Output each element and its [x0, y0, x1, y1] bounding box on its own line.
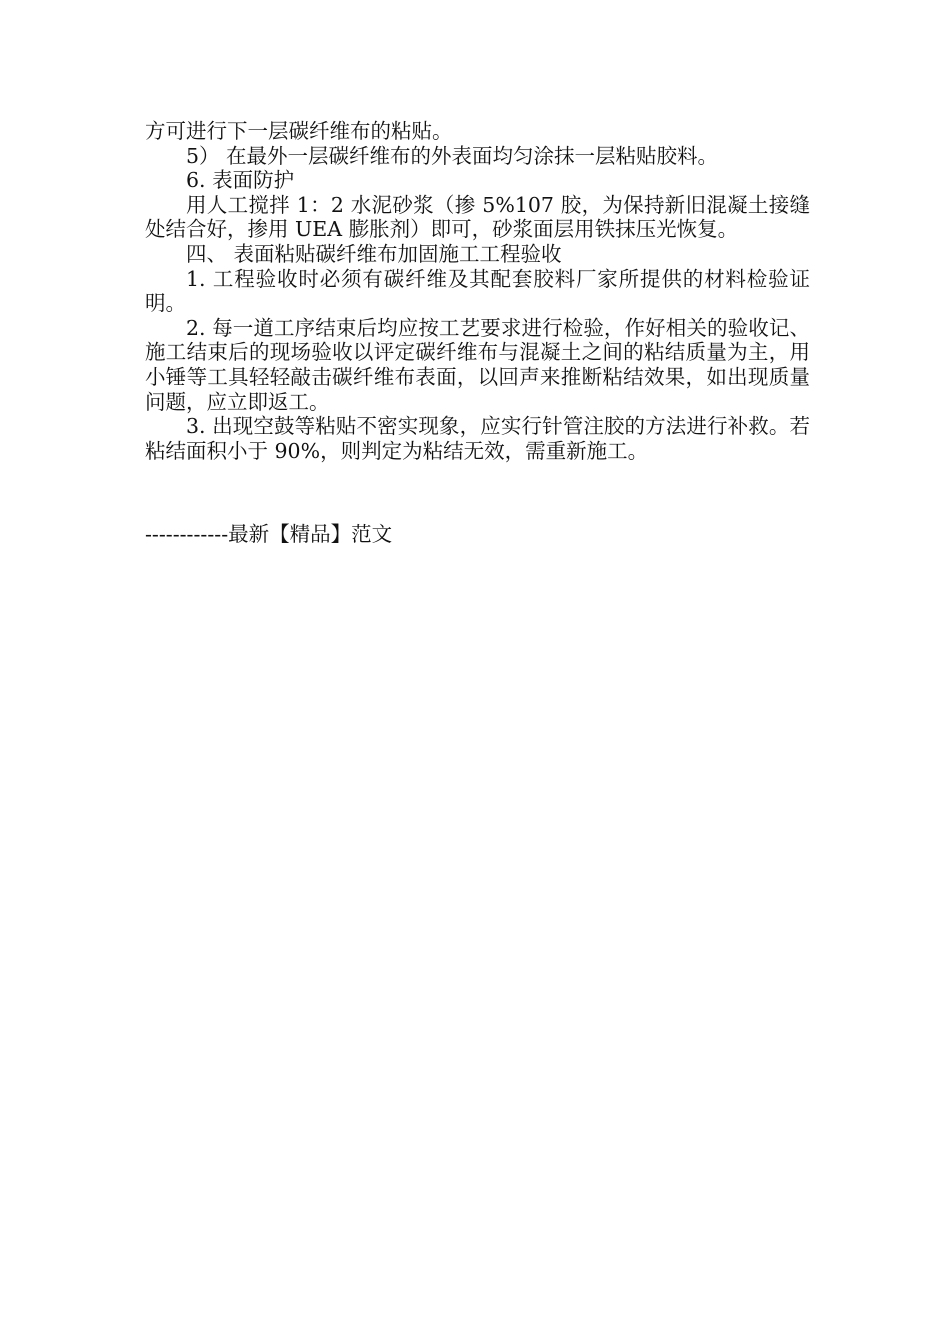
footer-label: ------------最新【精品】范文 [145, 522, 393, 546]
paragraph-acceptance-1: 1. 工程验收时必须有碳纤维及其配套胶料厂家所提供的材料检验证明。 [145, 266, 810, 316]
document-body [145, 119, 810, 463]
paragraph-acceptance-3: 3. 出现空鼓等粘贴不密实现象，应实行针管注胶的方法进行补救。若粘结面积小于 90%，则判定为粘结无效，需重新施工。 [145, 414, 810, 463]
heading-acceptance: 四、 表面粘贴碳纤维布加固施工工程验收 [186, 241, 562, 266]
paragraph-acceptance-2: 2. 每一道工序结束后均应按工艺要求进行检验，作好相关的验收记、施工结束后的现场验收以评定碳纤维布与混凝土之间的粘结质量为主，用小锤等工具轻轻敲击碳纤维布表面，以回声来推断粘结效果，如出现质量问题，应立即返工。 [145, 315, 810, 414]
heading-surface-protection: 6. 表面防护 [186, 168, 295, 193]
paragraph-mortar: 用人工搅拌 1：2 水泥砂浆（掺 5%107 胶，为保持新旧混凝土接缝处结合好，掺用 UEA 膨胀剂）即可，砂浆面层用铁抹压光恢复。 [145, 192, 810, 242]
paragraph-step-5: 5） 在最外一层碳纤维布的外表面均匀涂抹一层粘贴胶料。 [186, 143, 719, 168]
paragraph-continuation: 方可进行下一层碳纤维布的粘贴。 [145, 119, 453, 143]
